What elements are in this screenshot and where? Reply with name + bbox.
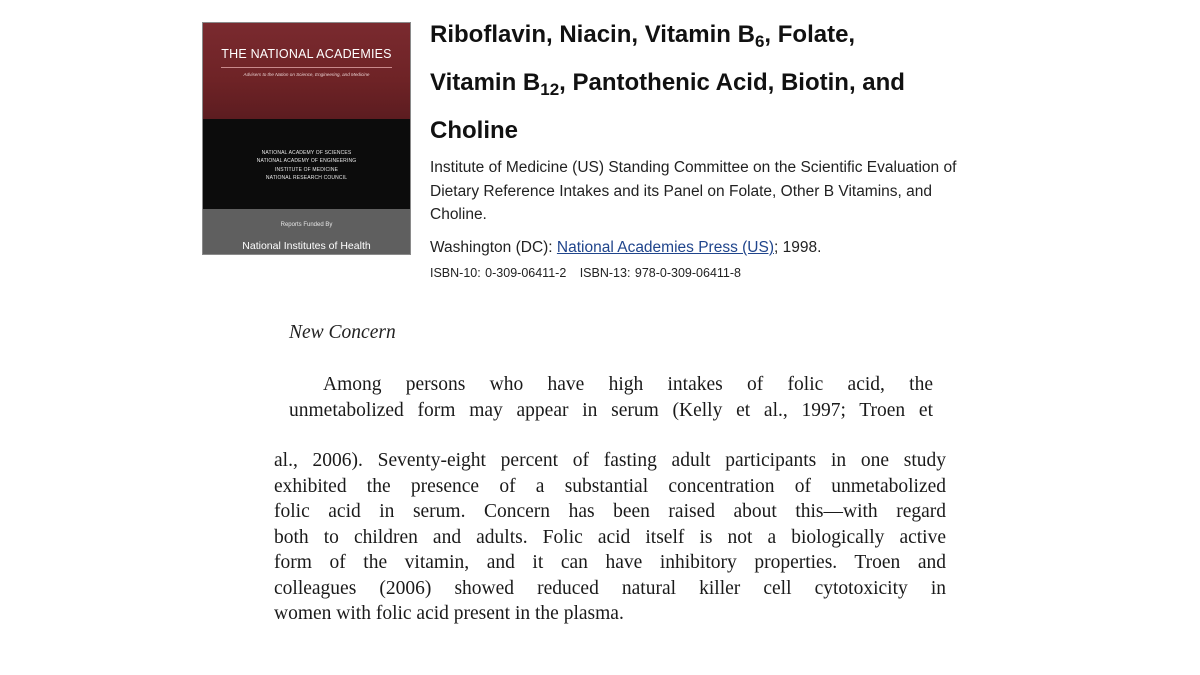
text-line: both to children and adults. Folic acid itself is not a biologically active [274,526,946,548]
text-line: al., 2006). Seventy-eight percent of fasting adult participants in one study [274,450,946,471]
cover-tagline: Advisers to the Nation on Science, Engineering, and Medicine [243,72,370,77]
cover-top-band [203,23,410,119]
cover-org: INSTITUTE OF MEDICINE [274,166,339,173]
title-line: Choline [430,117,518,144]
isbn-13: ISBN-13: 978-0-309-06411-8 [579,266,741,280]
title-cropped-line [430,0,990,14]
pub-place: Washington (DC): [430,239,557,256]
isbn-10: ISBN-10: 0-309-06411-2 [430,266,567,280]
publisher-link[interactable]: National Academies Press (US) [556,239,774,256]
book-isbn [430,266,741,280]
text-line: women with folic acid present in the plasma. [274,603,624,624]
excerpt-paragraph [289,372,933,423]
cover-title: THE NATIONAL ACADEMIES [221,47,392,61]
cover-org: NATIONAL ACADEMY OF SCIENCES [261,150,352,156]
text-line: unmetabolized form may appear in serum (Kelly et al., 1997; Troen et [289,399,933,421]
cover-funder: National Institutes of Health [242,240,371,252]
title-line [430,62,990,110]
excerpt-heading: New Concern [289,322,396,343]
cover-org-list [203,149,410,183]
title-text: Vitamin B [430,69,541,96]
title-text: , Pantothenic Acid, Biotin, and [559,69,905,96]
cover-bottom-band [203,209,410,255]
book-title [430,0,990,151]
book-publication [430,239,821,257]
excerpt-paragraph [274,448,946,627]
cover-middle-band [203,119,410,209]
text-line: Among persons who have high intakes of folic acid, the [323,374,933,395]
title-text: , Folate, [764,21,856,48]
text-line: folic acid in serum. Concern has been raised about this—with regard [274,501,946,522]
title-line [430,14,990,62]
text-line: form of the vitamin, and it can have inhibitory properties. Troen and [274,552,946,573]
pub-year: ; 1998. [774,239,822,256]
book-authors: Institute of Medicine (US) Standing Committee on the Scientific Evaluation of Dietary Reference Intakes and its Panel on Folate, Other B Vitamins, and Choline. [430,159,957,223]
title-subscript: 12 [540,80,560,99]
title-subscript: 6 [754,32,765,51]
cover-funded-by: Reports Funded By [280,222,333,228]
title-text: Riboflavin, Niacin, Vitamin B [430,21,755,48]
cover-org: NATIONAL ACADEMY OF ENGINEERING [256,158,357,165]
book-cover [202,22,411,255]
text-line: exhibited the presence of a substantial concentration of unmetabolized [274,475,946,497]
cover-org: NATIONAL RESEARCH COUNCIL [265,175,348,182]
cover-divider [221,67,392,68]
text-line: colleagues (2006) showed reduced natural killer cell cytotoxicity in [274,577,946,599]
